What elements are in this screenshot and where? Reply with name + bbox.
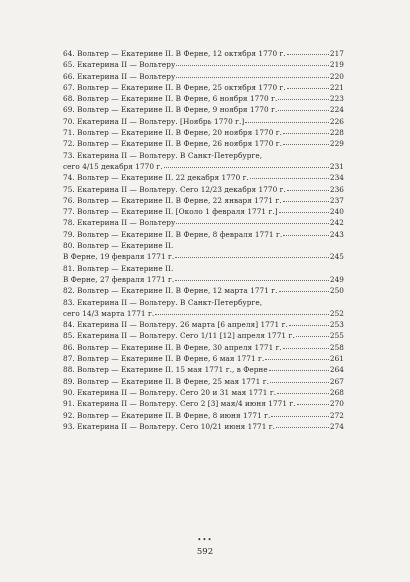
- toc-entry-title-line: [63, 398, 344, 409]
- toc-entry-text: 90. Екатерина II — Вольтеру. Сего 20 и 31 мая 1771 г.: [63, 387, 277, 397]
- dot-leader: [283, 347, 329, 349]
- toc-entry-title-line: [63, 59, 344, 70]
- toc-page-number: 237: [329, 195, 344, 205]
- toc-page-number: 267: [329, 376, 344, 386]
- page-number: 592: [196, 547, 214, 557]
- toc-entry-text: 67. Вольтер — Екатерине II. В Ферне, 25 октября 1770 г.: [63, 82, 286, 92]
- toc-entry: [63, 48, 344, 59]
- toc-entry: [63, 206, 344, 217]
- toc-entry-text: 87. Вольтер — Екатерине II. В Ферне, 6 мая 1771 г.: [63, 354, 265, 364]
- dot-leader: [277, 392, 329, 394]
- toc-page-number: 274: [329, 421, 344, 431]
- toc-entry-continuation-line: [63, 161, 344, 172]
- table-of-contents: [63, 48, 344, 432]
- toc-entry: [63, 104, 344, 115]
- toc-page-number: 253: [329, 320, 344, 330]
- toc-page-number: 264: [329, 365, 344, 375]
- toc-page-number: 272: [329, 410, 344, 420]
- toc-entry-text: 93. Екатерина II — Вольтеру. Сего 10/21 июня 1771 г.: [63, 421, 276, 431]
- toc-entry: [63, 330, 344, 341]
- dot-leader: [283, 132, 329, 134]
- dot-leader: [176, 222, 329, 224]
- toc-entry-text: 91. Екатерина II — Вольтеру. Сего 2 [3] мая/4 июня 1771 г.: [63, 399, 296, 409]
- toc-entry-title-line: [63, 410, 344, 421]
- toc-entry-continuation-line: [63, 274, 344, 285]
- toc-entry-text: 81. Вольтер — Екатерине II.: [63, 263, 174, 273]
- toc-entry-text: 73. Екатерина II — Вольтеру. В Санкт-Петербурге,: [63, 150, 263, 160]
- toc-entry: [63, 127, 344, 138]
- toc-entry-text: 92. Вольтер — Екатерине II. В Ферне, 8 июня 1771 г.: [63, 410, 271, 420]
- toc-entry-title-line: [63, 127, 344, 138]
- toc-page-number: 220: [329, 71, 344, 81]
- toc-entry-text: 66. Екатерина II — Вольтеру: [63, 71, 176, 81]
- toc-entry-title-line: [63, 138, 344, 149]
- toc-entry-text: 80. Вольтер — Екатерине II.: [63, 241, 174, 251]
- dot-leader: [283, 200, 329, 202]
- toc-entry-text: 75. Екатерина II — Вольтеру. Сего 12/23 декабря 1770 г.: [63, 184, 286, 194]
- toc-entry-title-line: [63, 172, 344, 183]
- dot-leader: [279, 211, 329, 213]
- toc-entry-text: В Ферне, 19 февраля 1771 г.: [63, 252, 175, 262]
- toc-entry: [63, 71, 344, 82]
- toc-page-number: 228: [329, 128, 344, 138]
- toc-entry-title-line: [63, 150, 344, 161]
- toc-entry-text: 69. Вольтер — Екатерине II. В Ферне, 9 ноября 1770 г.: [63, 105, 278, 115]
- toc-page-number: 261: [329, 354, 344, 364]
- toc-page-number: 240: [329, 207, 344, 217]
- toc-entry-text: 86. Вольтер — Екатерине II. В Ферне, 30 апреля 1771 г.: [63, 342, 282, 352]
- page-ornament: •••: [197, 536, 213, 544]
- toc-entry: [63, 353, 344, 364]
- toc-entry: [63, 217, 344, 228]
- toc-entry-text: 84. Екатерина II — Вольтеру. 26 марта [6 апреля] 1771 г.: [63, 320, 288, 330]
- toc-entry-title-line: [63, 387, 344, 398]
- toc-page-number: 242: [329, 218, 344, 228]
- toc-entry: [63, 285, 344, 296]
- toc-entry-text: 77. Вольтер — Екатерине II. [Около 1 февраля 1771 г.]: [63, 207, 278, 217]
- toc-page-number: 245: [329, 252, 344, 262]
- dot-leader: [271, 415, 329, 417]
- toc-entry: [63, 184, 344, 195]
- toc-entry: [63, 263, 344, 286]
- toc-page-number: 221: [329, 82, 344, 92]
- toc-entry-text: 70. Екатерина II — Вольтеру. [Ноябрь 1770 г.]: [63, 116, 245, 126]
- toc-entry-text: 72. Вольтер — Екатерине II. В Ферне, 26 ноября 1770 г.: [63, 139, 283, 149]
- dot-leader: [287, 87, 329, 89]
- toc-entry-title-line: [63, 319, 344, 330]
- toc-page-number: 252: [329, 308, 344, 318]
- toc-entry: [63, 398, 344, 409]
- toc-entry-title-line: [63, 195, 344, 206]
- toc-page-number: 255: [329, 331, 344, 341]
- toc-entry: [63, 82, 344, 93]
- toc-entry-text: 64. Вольтер — Екатерине II. В Ферне, 12 октября 1770 г.: [63, 49, 286, 58]
- toc-entry: [63, 342, 344, 353]
- toc-entry-title-line: [63, 263, 344, 274]
- toc-entry-title-line: [63, 330, 344, 341]
- dot-leader: [176, 76, 329, 78]
- dot-leader: [250, 177, 329, 179]
- toc-entry: [63, 421, 344, 432]
- dot-leader: [245, 121, 329, 123]
- toc-entry-title-line: [63, 206, 344, 217]
- toc-entry-title-line: [63, 116, 344, 127]
- toc-entry: [63, 229, 344, 240]
- toc-entry-text: 71. Вольтер — Екатерине II. В Ферне, 20 ноября 1770 г.: [63, 128, 283, 138]
- toc-entry-continuation-line: [63, 308, 344, 319]
- dot-leader: [283, 234, 329, 236]
- toc-entry: [63, 195, 344, 206]
- dot-leader: [175, 256, 329, 258]
- dot-leader: [269, 369, 329, 371]
- toc-page-number: 234: [329, 173, 344, 183]
- toc-page-number: 236: [329, 184, 344, 194]
- dot-leader: [175, 279, 329, 281]
- toc-entry-title-line: [63, 104, 344, 115]
- toc-entry: [63, 116, 344, 127]
- toc-entry-title-line: [63, 229, 344, 240]
- toc-entry-text: 68. Вольтер — Екатерине II. В Ферне, 6 ноября 1770 г.: [63, 94, 278, 104]
- dot-leader: [287, 189, 329, 191]
- toc-entry: [63, 364, 344, 375]
- toc-page-number: 219: [329, 60, 344, 70]
- toc-entry-continuation-line: [63, 251, 344, 262]
- toc-entry: [63, 150, 344, 173]
- toc-page-number: 223: [329, 94, 344, 104]
- dot-leader: [289, 324, 329, 326]
- toc-page-number: 243: [329, 229, 344, 239]
- toc-entry-title-line: [63, 71, 344, 82]
- toc-entry: [63, 93, 344, 104]
- toc-page-number: 249: [329, 274, 344, 284]
- dot-leader: [270, 381, 329, 383]
- dot-leader: [278, 98, 329, 100]
- toc-entry-text: 78. Екатерина II — Вольтеру: [63, 218, 176, 228]
- dot-leader: [278, 109, 329, 111]
- toc-entry-text: 89. Вольтер — Екатерине II. В Ферне, 25 мая 1771 г.: [63, 376, 269, 386]
- toc-entry: [63, 376, 344, 387]
- toc-entry: [63, 297, 344, 320]
- toc-page-number: 270: [329, 399, 344, 409]
- toc-entry: [63, 410, 344, 421]
- toc-entry-title-line: [63, 285, 344, 296]
- toc-page-number: 226: [329, 116, 344, 126]
- toc-entry: [63, 59, 344, 70]
- toc-entry-title-line: [63, 353, 344, 364]
- toc-entry: [63, 138, 344, 149]
- toc-entry-text: 85. Екатерина II — Вольтеру. Сего 1/11 [12] апреля 1771 г.: [63, 331, 295, 341]
- toc-entry: [63, 240, 344, 263]
- toc-entry-text: В Ферне, 27 февраля 1771 г.: [63, 274, 175, 284]
- toc-page-number: 250: [329, 286, 344, 296]
- toc-entry-title-line: [63, 184, 344, 195]
- dot-leader: [287, 53, 329, 55]
- toc-entry: [63, 172, 344, 183]
- dot-leader: [164, 166, 329, 168]
- toc-entry-text: 65. Екатерина II — Вольтеру: [63, 60, 176, 70]
- toc-entry-title-line: [63, 217, 344, 228]
- toc-entry-title-line: [63, 93, 344, 104]
- toc-entry-text: сего 4/15 декабря 1770 г.: [63, 161, 163, 171]
- toc-entry-text: 79. Вольтер — Екатерине II. В Ферне, 8 февраля 1771 г.: [63, 229, 283, 239]
- toc-entry-title-line: [63, 376, 344, 387]
- toc-entry-title-line: [63, 342, 344, 353]
- toc-entry: [63, 387, 344, 398]
- toc-page-number: 268: [329, 387, 344, 397]
- toc-entry-title-line: [63, 364, 344, 375]
- toc-entry-title-line: [63, 48, 344, 59]
- dot-leader: [155, 313, 329, 315]
- toc-entry-text: 88. Вольтер — Екатерине II. 15 мая 1771 г., в Ферне: [63, 365, 268, 375]
- toc-page-number: 231: [329, 161, 344, 171]
- dot-leader: [176, 64, 329, 66]
- toc-page-number: 258: [329, 342, 344, 352]
- toc-entry-text: 76. Вольтер — Екатерине II. В Ферне, 22 января 1771 г.: [63, 195, 282, 205]
- toc-entry-title-line: [63, 421, 344, 432]
- toc-entry-title-line: [63, 82, 344, 93]
- dot-leader: [296, 335, 329, 337]
- dot-leader: [276, 426, 329, 428]
- dot-leader: [265, 358, 329, 360]
- toc-page-number: 229: [329, 139, 344, 149]
- toc-entry-text: сего 14/3 марта 1771 г.: [63, 308, 155, 318]
- toc-entry-text: 83. Екатерина II — Вольтеру. В Санкт-Петербурге,: [63, 297, 263, 307]
- dot-leader: [297, 403, 329, 405]
- toc-entry: [63, 319, 344, 330]
- dot-leader: [279, 290, 329, 292]
- dot-leader: [283, 143, 329, 145]
- toc-entry-text: 74. Вольтер — Екатерине II. 22 декабря 1770 г.: [63, 173, 249, 183]
- toc-entry-text: 82. Вольтер — Екатерине II. В Ферне, 12 марта 1771 г.: [63, 286, 278, 296]
- toc-entry-title-line: [63, 297, 344, 308]
- toc-page-number: 217: [329, 49, 344, 58]
- toc-entry-title-line: [63, 240, 344, 251]
- toc-page-number: 224: [329, 105, 344, 115]
